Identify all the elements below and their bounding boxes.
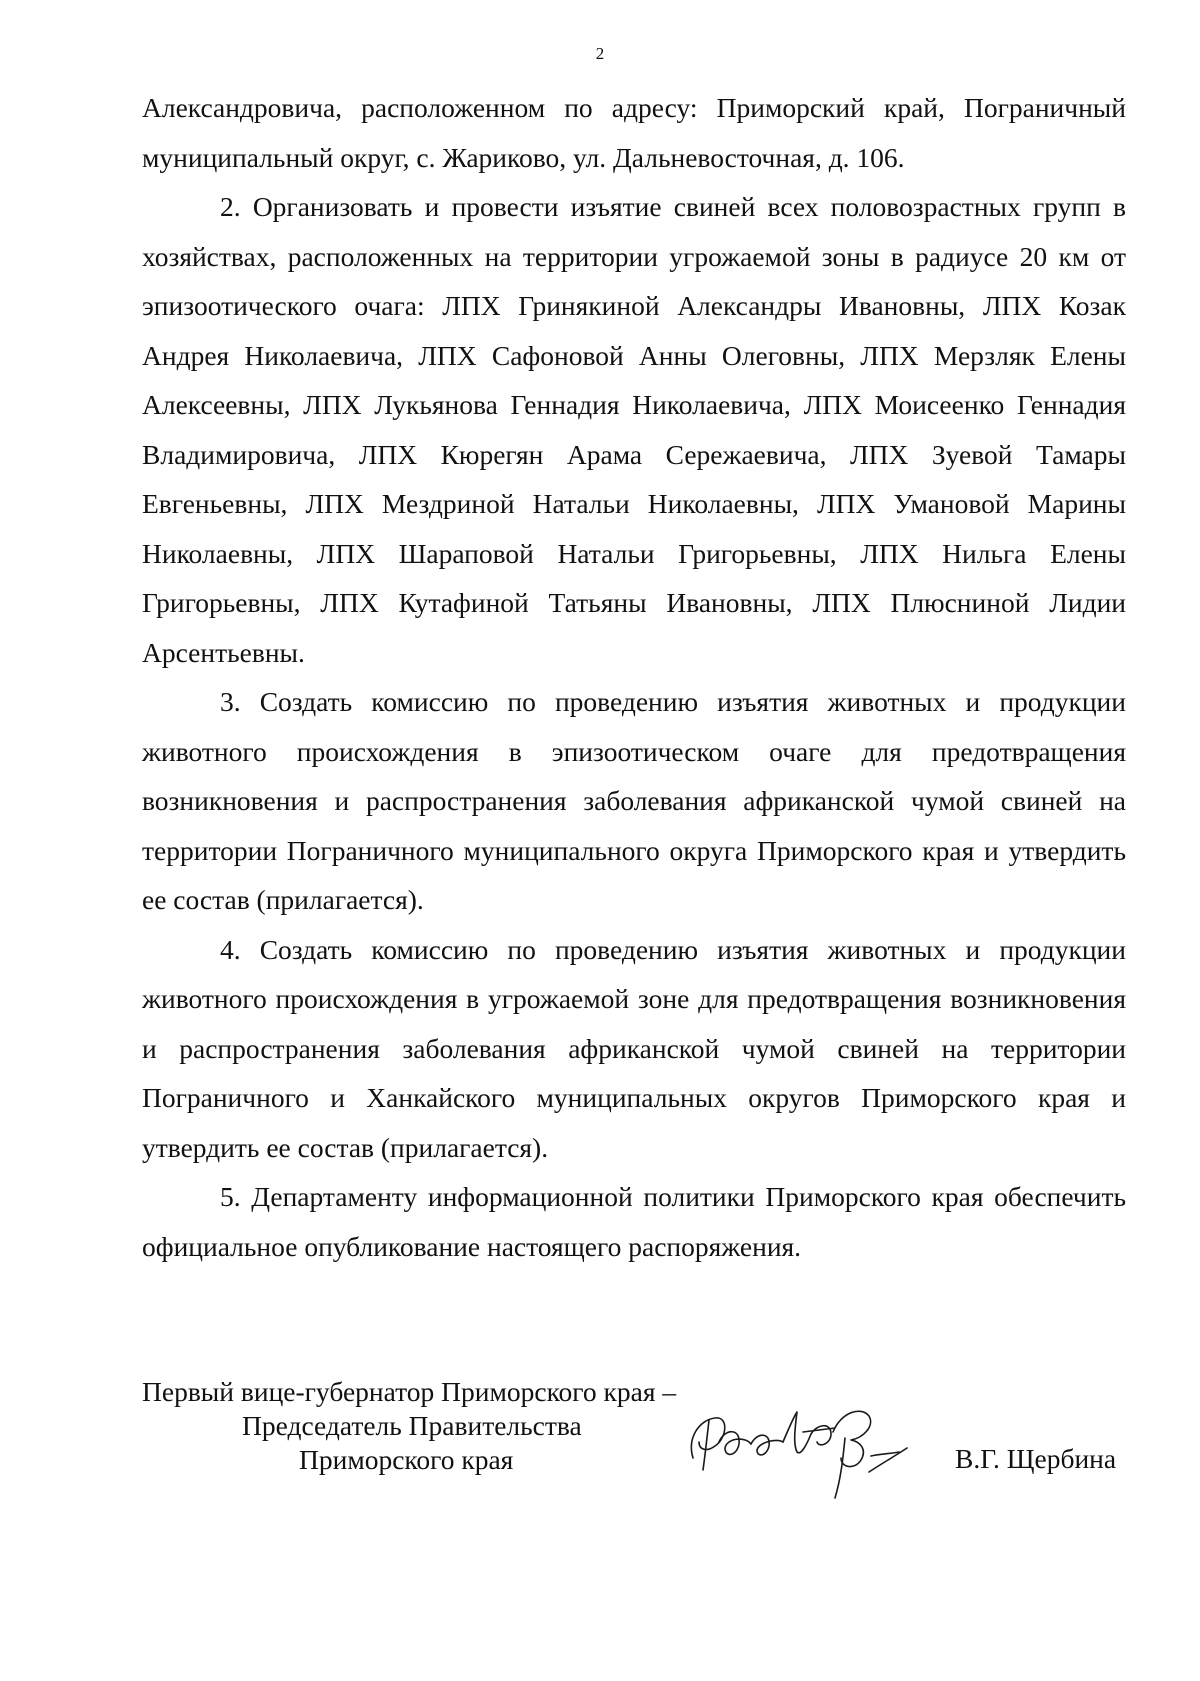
paragraph-item-4: 4. Создать комиссию по проведению изъятия животных и продукции животного происхождения в угрожаемой зоне для предотвращения возникновения и распространения заболевания африканской чумой свиней на территории Пограничного и Ханкайского муниципальных округов Приморского края и утвердить ее состав (прилагается).	[142, 933, 1126, 1163]
signatory-title-line-1: Первый вице-губернатор Приморского края –	[142, 1376, 677, 1407]
handwritten-signature	[685, 1398, 925, 1504]
paragraph-item-3: 3. Создать комиссию по проведению изъятия животных и продукции животного происхождения в эпизоотическом очаге для предотвращения возникновения и распространения заболевания африканской чумой свиней на территории Пограничного муниципального округа Приморского края и утвердить ее состав (прилагается).	[142, 686, 1126, 915]
paragraph-continuation: Александровича, расположенном по адресу: Приморский край, Пограничный муниципальный округ, с. Жариково, ул. Дальневосточная, д. 106.	[142, 92, 1126, 173]
paragraph-item-5: 5. Департаменту информационной политики Приморского края обеспечить официальное опубликование настоящего распоряжения.	[142, 1181, 1126, 1262]
paragraph-item-2: 2. Организовать и провести изъятие свиней всех половозрастных групп в хозяйствах, расположенных на территории угрожаемой зоны в радиусе 20 км от эпизоотического очага: ЛПХ Гринякиной Александры Ивановны, ЛПХ Козак Андрея Николаевича, ЛПХ Сафоновой Анны Олеговны, ЛПХ Мерзляк Елены Алексеевны, ЛПХ Лукьянова Геннадия Николаевича, ЛПХ Моисеенко Геннадия Владимировича, ЛПХ Кюрегян Арама Сережаевича, ЛПХ Зуевой Тамары Евгеньевны, ЛПХ Мездриной Натальи Николаевны, ЛПХ Умановой Марины Николаевны, ЛПХ Шараповой Натальи Григорьевны, ЛПХ Нильга Елены Григорьевны, ЛПХ Кутафиной Татьяны Ивановны, ЛПХ Плюсниной Лидии Арсентьевны.	[142, 191, 1126, 668]
signatory-title-line-3: Приморского края	[299, 1444, 514, 1475]
signer-name: В.Г. Щербина	[955, 1443, 1117, 1474]
page-number: 2	[595, 44, 605, 63]
signatory-title	[142, 1375, 676, 1477]
document-body	[142, 83, 1126, 1271]
signatory-title-line-2: Председатель Правительства	[242, 1410, 582, 1441]
